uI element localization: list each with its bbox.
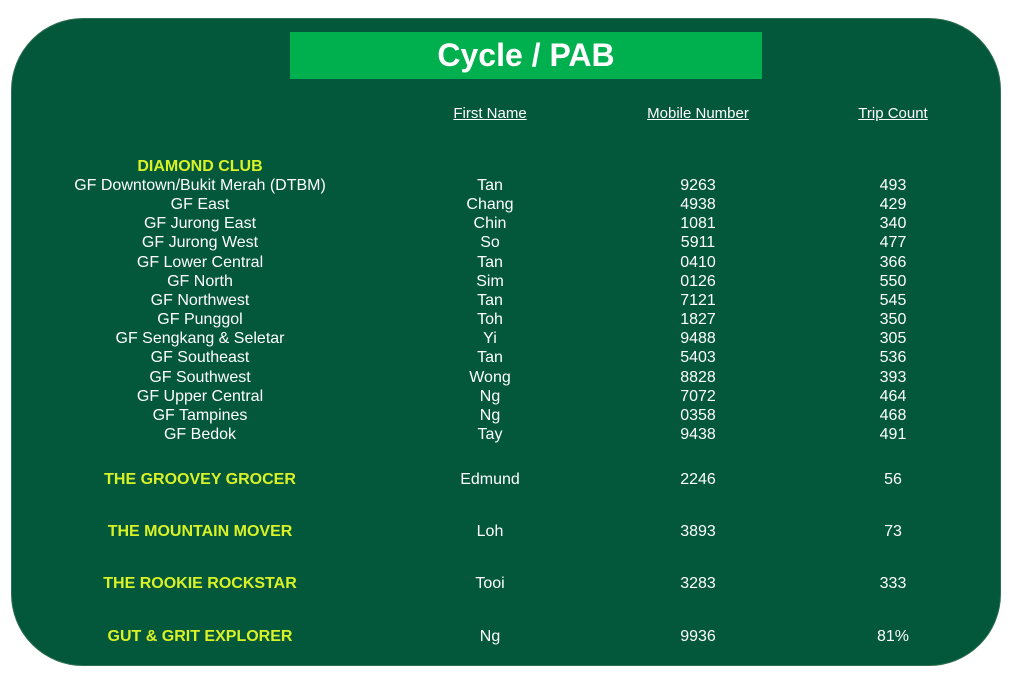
row-mobile-number: 1827 [680,311,716,329]
row-area: GF Southeast [150,349,250,367]
row-area: GF North [167,272,233,290]
row-mobile-number: 0126 [680,272,716,290]
award-first-name: Tooi [475,575,505,592]
row-mobile-number: 4938 [680,196,716,214]
row-mobile-number: 0358 [680,406,716,424]
row-trip-count: 493 [879,177,907,194]
award-mobile-number: 2246 [680,471,716,488]
award-mobile-number: 9936 [680,628,716,645]
row-trip-count: 536 [879,349,907,367]
row-area: GF Southwest [149,368,251,386]
row-mobile-number: 9263 [680,177,716,194]
award-first-name: Ng [479,628,501,645]
award-trip-count: 56 [884,471,902,488]
row-trip-count: 550 [879,272,907,290]
row-area: GF Northwest [150,291,250,309]
award-category: GUT & GRIT EXPLORER [107,628,293,645]
row-first-name: Sim [476,272,504,290]
row-mobile-number: 8828 [680,368,716,386]
header-trip-count: Trip Count [858,105,928,122]
row-first-name: Tay [477,425,503,443]
row-first-name: Tan [477,291,503,309]
row-first-name: Toh [477,311,503,329]
row-area: GF Bedok [163,425,237,443]
award-mobile-number: 3283 [680,575,716,592]
row-first-name: Tan [477,177,503,194]
category-diamond-club: DIAMOND CLUB [137,158,263,175]
award-category: THE ROOKIE ROCKSTAR [103,575,297,592]
row-mobile-number: 1081 [680,215,716,233]
row-first-name: Ng [479,406,501,424]
page-title: Cycle / PAB [290,32,762,79]
row-mobile-number: 7121 [680,291,716,309]
row-area: GF Tampines [152,406,248,424]
row-area: GF Jurong East [143,215,257,233]
row-trip-count: 464 [879,387,907,405]
row-mobile-number: 5911 [680,234,716,252]
row-area: GF Sengkang & Seletar [115,330,285,348]
award-trip-count: 73 [884,523,902,540]
row-area: GF Jurong West [141,234,259,252]
row-trip-count: 545 [879,291,907,309]
header-mobile-number: Mobile Number [647,105,749,122]
row-first-name: Tan [477,253,503,271]
award-trip-count: 333 [879,575,907,592]
award-first-name: Loh [476,523,504,540]
row-first-name: Yi [483,330,497,348]
row-trip-count: 393 [879,368,907,386]
row-mobile-number: 7072 [680,387,716,405]
row-area: GF East [170,196,230,214]
row-trip-count: 429 [879,196,907,214]
row-first-name: Wong [469,368,511,386]
award-trip-count: 81% [876,628,910,645]
row-trip-count: 305 [879,330,907,348]
row-trip-count: 468 [879,406,907,424]
row-mobile-number: 5403 [680,349,716,367]
award-category: THE MOUNTAIN MOVER [107,523,293,540]
row-first-name: Chin [473,215,507,233]
row-area: GF Punggol [157,311,243,329]
row-trip-count: 340 [879,215,907,233]
row-first-name: Ng [479,387,501,405]
row-trip-count: 350 [879,311,907,329]
row-trip-count: 491 [879,425,907,443]
row-area: GF Downtown/Bukit Merah (DTBM) [74,177,326,194]
row-mobile-number: 9488 [680,330,716,348]
row-trip-count: 477 [879,234,907,252]
row-mobile-number: 0410 [680,253,716,271]
row-first-name: Chang [466,196,514,214]
award-category: THE GROOVEY GROCER [104,471,296,488]
header-first-name: First Name [453,105,527,122]
row-first-name: Tan [477,349,503,367]
row-mobile-number: 9438 [680,425,716,443]
award-mobile-number: 3893 [680,523,716,540]
award-first-name: Edmund [460,471,520,488]
row-area: GF Upper Central [136,387,264,405]
row-area: GF Lower Central [136,253,264,271]
row-trip-count: 366 [879,253,907,271]
row-first-name: So [480,234,500,252]
